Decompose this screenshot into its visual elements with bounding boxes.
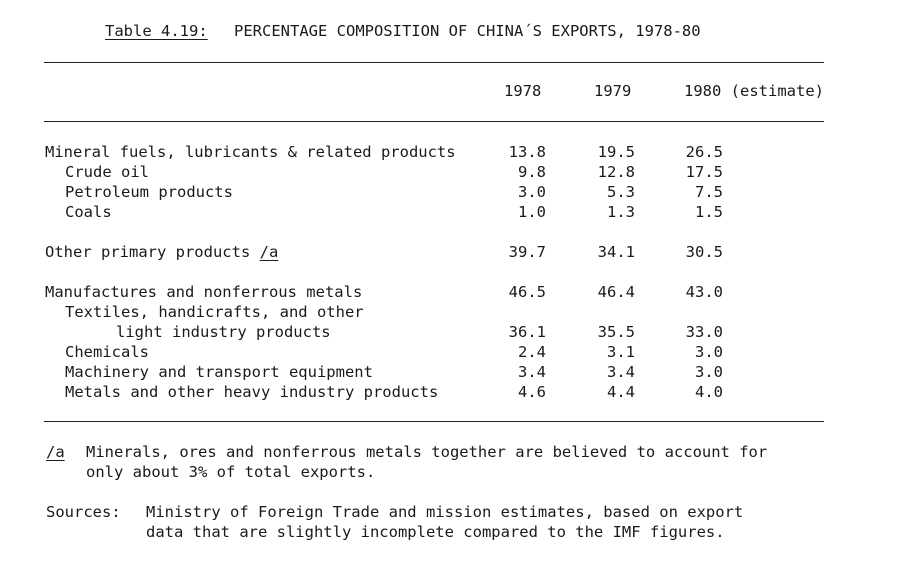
cell-1980: 30.5 [685,243,723,261]
cell-1979: 4.4 [607,383,635,401]
cell-1978: 4.6 [518,383,546,401]
cell-1980: 3.0 [695,343,723,361]
bottom-rule [44,421,824,422]
footnote-marker: /a [46,443,65,461]
sources-label: Sources: [46,503,121,521]
header-rule [44,121,824,122]
cell-1980: 17.5 [685,163,723,181]
cell-1979: 46.4 [597,283,635,301]
cell-1978: 9.8 [518,163,546,181]
sources-line-2: data that are slightly incomplete compared to the IMF figures. [146,523,725,541]
cell-1978: 39.7 [508,243,546,261]
row-label: Textiles, handicrafts, and other [65,303,364,321]
table-label: Table 4.19: [105,22,208,40]
row-label: Crude oil [65,163,149,181]
row-label: Machinery and transport equipment [65,363,373,381]
cell-1979: 35.5 [597,323,635,341]
cell-1978: 36.1 [508,323,546,341]
cell-1980: 3.0 [695,363,723,381]
row-label: light industry products [116,323,331,341]
cell-1979: 3.4 [607,363,635,381]
cell-1978: 13.8 [508,143,546,161]
cell-1980: 4.0 [695,383,723,401]
column-header-1979: 1979 [594,82,632,100]
cell-1979: 34.1 [597,243,635,261]
cell-1979: 3.1 [607,343,635,361]
column-header-1980: 1980 (estimate) [684,82,824,100]
row-label-text: Other primary products [45,243,251,261]
cell-1980: 26.5 [685,143,723,161]
row-label: Manufactures and nonferrous metals [45,283,363,301]
column-header-1978: 1978 [504,82,542,100]
cell-1979: 1.3 [607,203,635,221]
footnote-ref: /a [259,243,279,261]
cell-1980: 7.5 [695,183,723,201]
row-label: Metals and other heavy industry products [65,383,439,401]
sources-line-1: Ministry of Foreign Trade and mission estimates, based on export [146,503,744,521]
cell-1980: 43.0 [685,283,723,301]
row-label: Petroleum products [65,183,233,201]
row-label: Mineral fuels, lubricants & related products [45,143,456,161]
table-title: PERCENTAGE COMPOSITION OF CHINA´S EXPORTS, 1978-80 [234,22,701,40]
row-label: Coals [65,203,112,221]
cell-1978: 46.5 [508,283,546,301]
row-label: Chemicals [65,343,149,361]
cell-1980: 1.5 [695,203,723,221]
cell-1978: 2.4 [518,343,546,361]
cell-1979: 19.5 [597,143,635,161]
footnote-line-2: only about 3% of total exports. [86,463,376,481]
top-rule [44,62,824,63]
cell-1978: 3.4 [518,363,546,381]
footnote-line-1: Minerals, ores and nonferrous metals together are believed to account for [86,443,768,461]
cell-1979: 12.8 [597,163,635,181]
cell-1978: 1.0 [518,203,546,221]
cell-1980: 33.0 [685,323,723,341]
row-label [45,245,278,261]
cell-1979: 5.3 [607,183,635,201]
cell-1978: 3.0 [518,183,546,201]
